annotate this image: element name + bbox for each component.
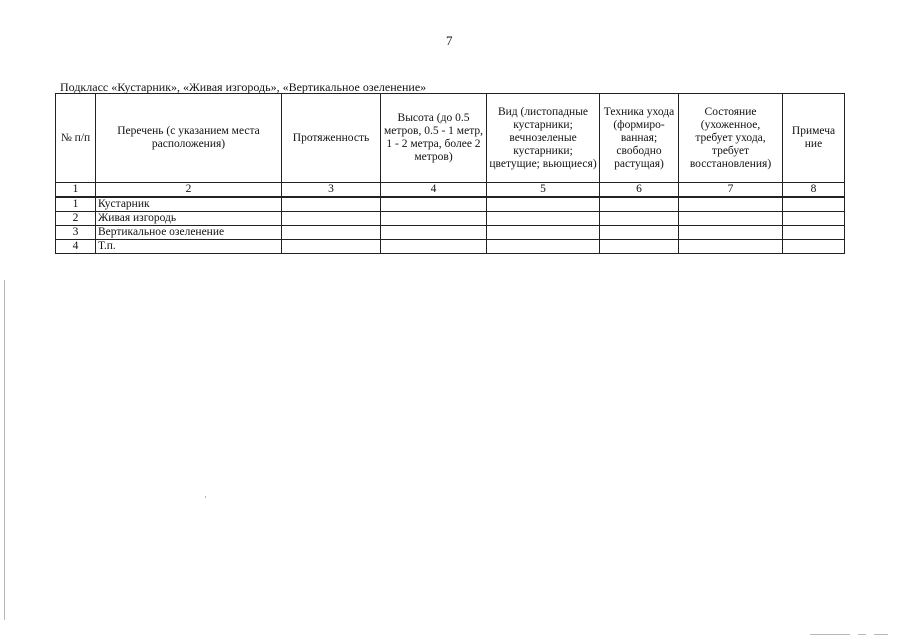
scan-speck <box>205 496 206 498</box>
header-note: Примеча ние <box>783 94 845 183</box>
table-cell <box>487 226 600 240</box>
row-number: 3 <box>56 226 96 240</box>
header-height: Высота (до 0.5 метров, 0.5 - 1 метр, 1 - 2 метра, более 2 метров) <box>381 94 487 183</box>
table-cell <box>600 197 679 212</box>
header-type: Вид (листопадные кустарники; вечнозеленые кустарники; цветущие; вьющиеся) <box>487 94 600 183</box>
column-number: 3 <box>282 183 381 198</box>
scan-bottom-line <box>874 634 888 635</box>
header-number: № п/п <box>56 94 96 183</box>
table-cell <box>282 212 381 226</box>
table-cell <box>783 212 845 226</box>
table-header-row <box>56 94 845 183</box>
table-cell <box>783 240 845 254</box>
row-number: 4 <box>56 240 96 254</box>
header-care-technique: Техника ухода (формиро-ванная; свободно растущая) <box>600 94 679 183</box>
row-name: Т.п. <box>96 240 282 254</box>
table-cell <box>381 240 487 254</box>
table-cell <box>679 197 783 212</box>
table-cell <box>381 197 487 212</box>
scan-edge-line <box>4 280 5 620</box>
row-name: Вертикальное озеленение <box>96 226 282 240</box>
column-number: 2 <box>96 183 282 198</box>
column-number: 5 <box>487 183 600 198</box>
row-number: 2 <box>56 212 96 226</box>
row-name: Кустарник <box>96 197 282 212</box>
table-caption: Подкласс «Кустарник», «Живая изгородь», «Вертикальное озеленение» <box>60 80 427 94</box>
page-number: 7 <box>446 33 453 48</box>
table-cell <box>282 226 381 240</box>
table-cell <box>282 240 381 254</box>
table-cell <box>487 197 600 212</box>
table-cell <box>679 226 783 240</box>
column-number: 6 <box>600 183 679 198</box>
column-number: 1 <box>56 183 96 198</box>
row-number: 1 <box>56 197 96 212</box>
scan-bottom-line <box>858 634 866 635</box>
header-length: Протяженность <box>282 94 381 183</box>
table-row <box>56 197 845 212</box>
row-name: Живая изгородь <box>96 212 282 226</box>
table-cell <box>783 197 845 212</box>
table-cell <box>783 226 845 240</box>
table-cell <box>600 212 679 226</box>
column-number-row <box>56 183 845 198</box>
table-cell <box>487 240 600 254</box>
column-number: 4 <box>381 183 487 198</box>
table-cell <box>381 212 487 226</box>
scan-bottom-line <box>810 634 850 635</box>
column-number: 7 <box>679 183 783 198</box>
column-number: 8 <box>783 183 845 198</box>
shrub-table <box>55 93 845 254</box>
table-cell <box>487 212 600 226</box>
header-condition: Состояние (ухоженное, требует ухода, требует восстановления) <box>679 94 783 183</box>
table-cell <box>600 240 679 254</box>
table-cell <box>282 197 381 212</box>
table-row <box>56 240 845 254</box>
table-row <box>56 212 845 226</box>
table-cell <box>679 240 783 254</box>
table-row <box>56 226 845 240</box>
table-cell <box>381 226 487 240</box>
table-cell <box>600 226 679 240</box>
header-list: Перечень (с указанием места расположения) <box>96 94 282 183</box>
table-cell <box>679 212 783 226</box>
